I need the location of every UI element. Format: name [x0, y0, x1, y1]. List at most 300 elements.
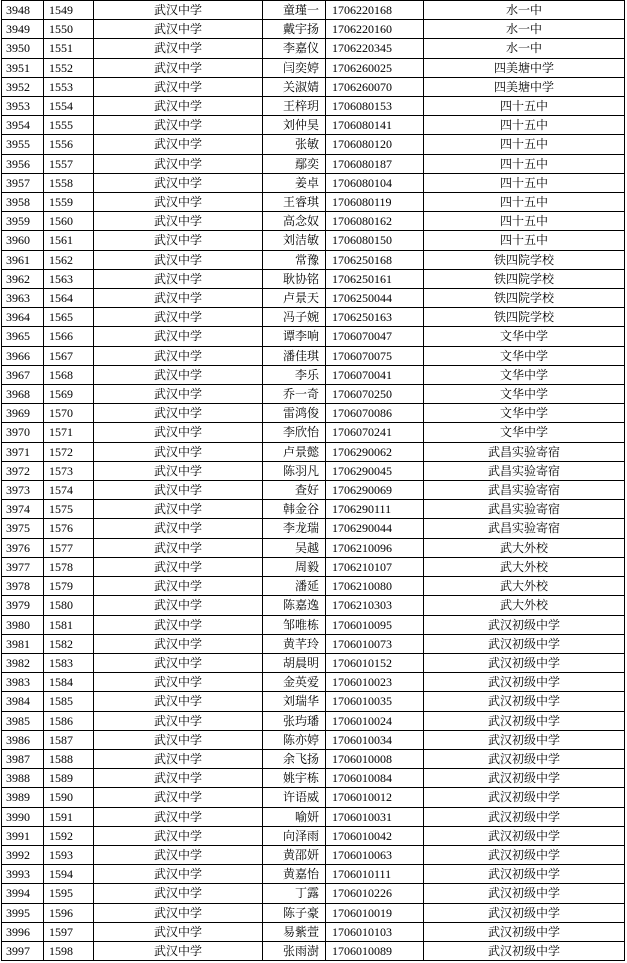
student-name-cell: 易紫萱 — [263, 922, 326, 941]
sequence-number-cell: 1598 — [44, 941, 94, 960]
row-index-cell: 3977 — [2, 557, 44, 576]
school-cell: 武汉中学 — [94, 865, 263, 884]
row-index-cell: 3975 — [2, 519, 44, 538]
sequence-number-cell: 1578 — [44, 557, 94, 576]
table-row — [2, 615, 625, 634]
sequence-number-cell: 1577 — [44, 538, 94, 557]
student-name-cell: 戴宇扬 — [263, 20, 326, 39]
row-index-cell: 3960 — [2, 231, 44, 250]
sequence-number-cell: 1556 — [44, 135, 94, 154]
origin-school-cell: 武汉初级中学 — [424, 615, 625, 634]
sequence-number-cell: 1595 — [44, 884, 94, 903]
sequence-number-cell: 1576 — [44, 519, 94, 538]
row-index-cell: 3989 — [2, 788, 44, 807]
row-index-cell: 3948 — [2, 1, 44, 20]
student-id-cell: 1706010063 — [326, 845, 424, 864]
sequence-number-cell: 1587 — [44, 730, 94, 749]
row-index-cell: 3961 — [2, 250, 44, 269]
student-id-cell: 1706220160 — [326, 20, 424, 39]
student-name-cell: 黄芊玲 — [263, 634, 326, 653]
origin-school-cell: 武大外校 — [424, 557, 625, 576]
sequence-number-cell: 1555 — [44, 116, 94, 135]
student-name-cell: 张玙璠 — [263, 711, 326, 730]
table-row — [2, 634, 625, 653]
student-id-cell: 1706290045 — [326, 461, 424, 480]
origin-school-cell: 武昌实验寄宿 — [424, 461, 625, 480]
school-cell: 武汉中学 — [94, 1, 263, 20]
sequence-number-cell: 1572 — [44, 442, 94, 461]
row-index-cell: 3972 — [2, 461, 44, 480]
row-index-cell: 3958 — [2, 193, 44, 212]
sequence-number-cell: 1592 — [44, 826, 94, 845]
origin-school-cell: 铁四院学校 — [424, 269, 625, 288]
table-row — [2, 538, 625, 557]
student-id-cell: 1706250168 — [326, 250, 424, 269]
row-index-cell: 3981 — [2, 634, 44, 653]
table-row — [2, 461, 625, 480]
sequence-number-cell: 1584 — [44, 673, 94, 692]
student-id-cell: 1706080153 — [326, 97, 424, 116]
sequence-number-cell: 1553 — [44, 77, 94, 96]
row-index-cell: 3959 — [2, 212, 44, 231]
row-index-cell: 3987 — [2, 749, 44, 768]
student-id-cell: 1706290044 — [326, 519, 424, 538]
student-id-cell: 1706080187 — [326, 154, 424, 173]
student-name-cell: 刘洁敏 — [263, 231, 326, 250]
row-index-cell: 3997 — [2, 941, 44, 960]
school-cell: 武汉中学 — [94, 58, 263, 77]
table-row — [2, 193, 625, 212]
school-cell: 武汉中学 — [94, 404, 263, 423]
school-cell: 武汉中学 — [94, 269, 263, 288]
table-row — [2, 97, 625, 116]
school-cell: 武汉中学 — [94, 308, 263, 327]
origin-school-cell: 四十五中 — [424, 97, 625, 116]
origin-school-cell: 武汉初级中学 — [424, 730, 625, 749]
origin-school-cell: 文华中学 — [424, 365, 625, 384]
sequence-number-cell: 1589 — [44, 769, 94, 788]
row-index-cell: 3984 — [2, 692, 44, 711]
student-id-cell: 1706260025 — [326, 58, 424, 77]
student-name-cell: 余飞扬 — [263, 749, 326, 768]
student-id-cell: 1706070075 — [326, 346, 424, 365]
table-row — [2, 500, 625, 519]
origin-school-cell: 武汉初级中学 — [424, 673, 625, 692]
student-name-cell: 许语威 — [263, 788, 326, 807]
sequence-number-cell: 1562 — [44, 250, 94, 269]
student-id-cell: 1706010103 — [326, 922, 424, 941]
student-name-cell: 童瑾一 — [263, 1, 326, 20]
origin-school-cell: 武昌实验寄宿 — [424, 519, 625, 538]
student-name-cell: 胡晨明 — [263, 653, 326, 672]
student-id-cell: 1706080141 — [326, 116, 424, 135]
table-row — [2, 653, 625, 672]
school-cell: 武汉中学 — [94, 97, 263, 116]
student-name-cell: 向泽雨 — [263, 826, 326, 845]
table-row — [2, 365, 625, 384]
table-row — [2, 884, 625, 903]
row-index-cell: 3993 — [2, 865, 44, 884]
sequence-number-cell: 1583 — [44, 653, 94, 672]
origin-school-cell: 文华中学 — [424, 404, 625, 423]
table-row — [2, 250, 625, 269]
origin-school-cell: 武大外校 — [424, 596, 625, 615]
table-body — [2, 1, 625, 961]
sequence-number-cell: 1554 — [44, 97, 94, 116]
origin-school-cell: 武汉初级中学 — [424, 749, 625, 768]
school-cell: 武汉中学 — [94, 212, 263, 231]
student-id-cell: 1706070086 — [326, 404, 424, 423]
school-cell: 武汉中学 — [94, 673, 263, 692]
sequence-number-cell: 1580 — [44, 596, 94, 615]
row-index-cell: 3990 — [2, 807, 44, 826]
sequence-number-cell: 1563 — [44, 269, 94, 288]
school-cell: 武汉中学 — [94, 423, 263, 442]
table-row — [2, 826, 625, 845]
school-cell: 武汉中学 — [94, 20, 263, 39]
origin-school-cell: 铁四院学校 — [424, 250, 625, 269]
origin-school-cell: 水一中 — [424, 20, 625, 39]
origin-school-cell: 武昌实验寄宿 — [424, 481, 625, 500]
student-name-cell: 吴越 — [263, 538, 326, 557]
student-id-cell: 1706010012 — [326, 788, 424, 807]
row-index-cell: 3974 — [2, 500, 44, 519]
table-row — [2, 346, 625, 365]
table-row — [2, 788, 625, 807]
school-cell: 武汉中学 — [94, 481, 263, 500]
sequence-number-cell: 1573 — [44, 461, 94, 480]
table-row — [2, 711, 625, 730]
school-cell: 武汉中学 — [94, 442, 263, 461]
student-name-cell: 刘仲昊 — [263, 116, 326, 135]
table-row — [2, 673, 625, 692]
student-name-cell: 丁露 — [263, 884, 326, 903]
student-id-cell: 1706070250 — [326, 385, 424, 404]
sequence-number-cell: 1549 — [44, 1, 94, 20]
row-index-cell: 3973 — [2, 481, 44, 500]
student-id-cell: 1706290069 — [326, 481, 424, 500]
school-cell: 武汉中学 — [94, 807, 263, 826]
origin-school-cell: 文华中学 — [424, 385, 625, 404]
origin-school-cell: 武汉初级中学 — [424, 653, 625, 672]
origin-school-cell: 四美塘中学 — [424, 77, 625, 96]
sequence-number-cell: 1588 — [44, 749, 94, 768]
student-id-cell: 1706210096 — [326, 538, 424, 557]
student-id-cell: 1706080120 — [326, 135, 424, 154]
row-index-cell: 3966 — [2, 346, 44, 365]
table-row — [2, 58, 625, 77]
origin-school-cell: 武汉初级中学 — [424, 845, 625, 864]
school-cell: 武汉中学 — [94, 116, 263, 135]
student-name-cell: 张雨澍 — [263, 941, 326, 960]
school-cell: 武汉中学 — [94, 615, 263, 634]
origin-school-cell: 四十五中 — [424, 135, 625, 154]
origin-school-cell: 水一中 — [424, 39, 625, 58]
row-index-cell: 3957 — [2, 173, 44, 192]
student-id-cell: 1706210107 — [326, 557, 424, 576]
student-name-cell: 邹唯栋 — [263, 615, 326, 634]
student-id-cell: 1706010035 — [326, 692, 424, 711]
student-id-cell: 1706010073 — [326, 634, 424, 653]
table-row — [2, 385, 625, 404]
table-row — [2, 423, 625, 442]
student-id-cell: 1706010152 — [326, 653, 424, 672]
sequence-number-cell: 1591 — [44, 807, 94, 826]
student-name-cell: 卢景天 — [263, 289, 326, 308]
school-cell: 武汉中学 — [94, 39, 263, 58]
sequence-number-cell: 1582 — [44, 634, 94, 653]
student-id-cell: 1706010084 — [326, 769, 424, 788]
student-name-cell: 李嘉仪 — [263, 39, 326, 58]
row-index-cell: 3963 — [2, 289, 44, 308]
student-name-cell: 喻妍 — [263, 807, 326, 826]
student-name-cell: 王睿琪 — [263, 193, 326, 212]
school-cell: 武汉中学 — [94, 749, 263, 768]
row-index-cell: 3950 — [2, 39, 44, 58]
student-id-cell: 1706220345 — [326, 39, 424, 58]
sequence-number-cell: 1552 — [44, 58, 94, 77]
origin-school-cell: 武汉初级中学 — [424, 692, 625, 711]
student-id-cell: 1706010031 — [326, 807, 424, 826]
row-index-cell: 3979 — [2, 596, 44, 615]
table-row — [2, 1, 625, 20]
origin-school-cell: 武汉初级中学 — [424, 922, 625, 941]
row-index-cell: 3970 — [2, 423, 44, 442]
school-cell: 武汉中学 — [94, 289, 263, 308]
row-index-cell: 3968 — [2, 385, 44, 404]
sequence-number-cell: 1585 — [44, 692, 94, 711]
table-row — [2, 154, 625, 173]
row-index-cell: 3983 — [2, 673, 44, 692]
student-name-cell: 高念奴 — [263, 212, 326, 231]
student-name-cell: 冯子婉 — [263, 308, 326, 327]
school-cell: 武汉中学 — [94, 231, 263, 250]
origin-school-cell: 四十五中 — [424, 154, 625, 173]
sequence-number-cell: 1569 — [44, 385, 94, 404]
table-row — [2, 308, 625, 327]
student-name-cell: 李龙瑞 — [263, 519, 326, 538]
table-row — [2, 903, 625, 922]
table-row — [2, 231, 625, 250]
student-id-cell: 1706080162 — [326, 212, 424, 231]
school-cell: 武汉中学 — [94, 577, 263, 596]
sequence-number-cell: 1551 — [44, 39, 94, 58]
student-id-cell: 1706010019 — [326, 903, 424, 922]
school-cell: 武汉中学 — [94, 845, 263, 864]
school-cell: 武汉中学 — [94, 135, 263, 154]
school-cell: 武汉中学 — [94, 193, 263, 212]
school-cell: 武汉中学 — [94, 154, 263, 173]
student-name-cell: 谭李响 — [263, 327, 326, 346]
row-index-cell: 3978 — [2, 577, 44, 596]
table-row — [2, 20, 625, 39]
table-row — [2, 730, 625, 749]
school-cell: 武汉中学 — [94, 327, 263, 346]
student-id-cell: 1706010226 — [326, 884, 424, 903]
student-name-cell: 张敏 — [263, 135, 326, 154]
school-cell: 武汉中学 — [94, 653, 263, 672]
school-cell: 武汉中学 — [94, 788, 263, 807]
row-index-cell: 3988 — [2, 769, 44, 788]
row-index-cell: 3971 — [2, 442, 44, 461]
student-name-cell: 陈亦婷 — [263, 730, 326, 749]
student-name-cell: 陈嘉逸 — [263, 596, 326, 615]
student-id-cell: 1706010024 — [326, 711, 424, 730]
row-index-cell: 3980 — [2, 615, 44, 634]
table-row — [2, 173, 625, 192]
table-row — [2, 941, 625, 960]
sequence-number-cell: 1557 — [44, 154, 94, 173]
origin-school-cell: 武大外校 — [424, 577, 625, 596]
student-name-cell: 卢景懿 — [263, 442, 326, 461]
school-cell: 武汉中学 — [94, 461, 263, 480]
student-id-cell: 1706290111 — [326, 500, 424, 519]
row-index-cell: 3969 — [2, 404, 44, 423]
origin-school-cell: 四十五中 — [424, 212, 625, 231]
school-cell: 武汉中学 — [94, 385, 263, 404]
row-index-cell: 3994 — [2, 884, 44, 903]
table-row — [2, 807, 625, 826]
sequence-number-cell: 1568 — [44, 365, 94, 384]
student-id-cell: 1706010095 — [326, 615, 424, 634]
student-name-cell: 潘佳琪 — [263, 346, 326, 365]
origin-school-cell: 四十五中 — [424, 231, 625, 250]
table-row — [2, 922, 625, 941]
school-cell: 武汉中学 — [94, 500, 263, 519]
student-id-cell: 1706220168 — [326, 1, 424, 20]
sequence-number-cell: 1558 — [44, 173, 94, 192]
sequence-number-cell: 1594 — [44, 865, 94, 884]
origin-school-cell: 武汉初级中学 — [424, 769, 625, 788]
school-cell: 武汉中学 — [94, 596, 263, 615]
student-name-cell: 陈羽凡 — [263, 461, 326, 480]
table-row — [2, 749, 625, 768]
sequence-number-cell: 1570 — [44, 404, 94, 423]
origin-school-cell: 武汉初级中学 — [424, 826, 625, 845]
table-row — [2, 135, 625, 154]
table-row — [2, 596, 625, 615]
sequence-number-cell: 1597 — [44, 922, 94, 941]
row-index-cell: 3956 — [2, 154, 44, 173]
table-row — [2, 519, 625, 538]
school-cell: 武汉中学 — [94, 538, 263, 557]
row-index-cell: 3982 — [2, 653, 44, 672]
table-row — [2, 212, 625, 231]
table-row — [2, 557, 625, 576]
sequence-number-cell: 1586 — [44, 711, 94, 730]
table-row — [2, 116, 625, 135]
row-index-cell: 3964 — [2, 308, 44, 327]
origin-school-cell: 武汉初级中学 — [424, 884, 625, 903]
school-cell: 武汉中学 — [94, 173, 263, 192]
school-cell: 武汉中学 — [94, 903, 263, 922]
row-index-cell: 3976 — [2, 538, 44, 557]
row-index-cell: 3996 — [2, 922, 44, 941]
sequence-number-cell: 1560 — [44, 212, 94, 231]
sequence-number-cell: 1567 — [44, 346, 94, 365]
table-row — [2, 77, 625, 96]
sequence-number-cell: 1564 — [44, 289, 94, 308]
table-row — [2, 327, 625, 346]
origin-school-cell: 文华中学 — [424, 346, 625, 365]
sequence-number-cell: 1559 — [44, 193, 94, 212]
student-name-cell: 李欣怡 — [263, 423, 326, 442]
sequence-number-cell: 1593 — [44, 845, 94, 864]
table-row — [2, 269, 625, 288]
sequence-number-cell: 1579 — [44, 577, 94, 596]
table-row — [2, 481, 625, 500]
school-cell: 武汉中学 — [94, 519, 263, 538]
student-name-cell: 鄢奕 — [263, 154, 326, 173]
student-id-cell: 1706010008 — [326, 749, 424, 768]
sequence-number-cell: 1561 — [44, 231, 94, 250]
row-index-cell: 3985 — [2, 711, 44, 730]
origin-school-cell: 武汉初级中学 — [424, 941, 625, 960]
student-name-cell: 常豫 — [263, 250, 326, 269]
sequence-number-cell: 1596 — [44, 903, 94, 922]
school-cell: 武汉中学 — [94, 730, 263, 749]
sequence-number-cell: 1590 — [44, 788, 94, 807]
student-name-cell: 黄邵妍 — [263, 845, 326, 864]
row-index-cell: 3954 — [2, 116, 44, 135]
origin-school-cell: 武汉初级中学 — [424, 903, 625, 922]
table-row — [2, 865, 625, 884]
school-cell: 武汉中学 — [94, 557, 263, 576]
student-name-cell: 闫奕婷 — [263, 58, 326, 77]
row-index-cell: 3995 — [2, 903, 44, 922]
student-id-cell: 1706070047 — [326, 327, 424, 346]
origin-school-cell: 武汉初级中学 — [424, 807, 625, 826]
row-index-cell: 3962 — [2, 269, 44, 288]
school-cell: 武汉中学 — [94, 346, 263, 365]
table-row — [2, 692, 625, 711]
origin-school-cell: 水一中 — [424, 1, 625, 20]
student-id-cell: 1706070241 — [326, 423, 424, 442]
table-row — [2, 442, 625, 461]
table-row — [2, 289, 625, 308]
student-id-cell: 1706290062 — [326, 442, 424, 461]
sequence-number-cell: 1574 — [44, 481, 94, 500]
student-name-cell: 金英爱 — [263, 673, 326, 692]
student-id-cell: 1706010089 — [326, 941, 424, 960]
student-id-cell: 1706250044 — [326, 289, 424, 308]
student-id-cell: 1706010042 — [326, 826, 424, 845]
row-index-cell: 3965 — [2, 327, 44, 346]
student-name-cell: 雷鸿俊 — [263, 404, 326, 423]
school-cell: 武汉中学 — [94, 941, 263, 960]
origin-school-cell: 铁四院学校 — [424, 289, 625, 308]
student-name-cell: 姜卓 — [263, 173, 326, 192]
row-index-cell: 3986 — [2, 730, 44, 749]
student-id-cell: 1706080119 — [326, 193, 424, 212]
student-id-cell: 1706260070 — [326, 77, 424, 96]
origin-school-cell: 武大外校 — [424, 538, 625, 557]
student-name-cell: 潘延 — [263, 577, 326, 596]
row-index-cell: 3955 — [2, 135, 44, 154]
student-id-cell: 1706010023 — [326, 673, 424, 692]
origin-school-cell: 武昌实验寄宿 — [424, 442, 625, 461]
student-id-cell: 1706080104 — [326, 173, 424, 192]
admission-list-table — [1, 0, 625, 961]
table-row — [2, 39, 625, 58]
school-cell: 武汉中学 — [94, 922, 263, 941]
origin-school-cell: 四十五中 — [424, 173, 625, 192]
student-id-cell: 1706250161 — [326, 269, 424, 288]
school-cell: 武汉中学 — [94, 711, 263, 730]
student-name-cell: 查好 — [263, 481, 326, 500]
origin-school-cell: 四美塘中学 — [424, 58, 625, 77]
school-cell: 武汉中学 — [94, 250, 263, 269]
